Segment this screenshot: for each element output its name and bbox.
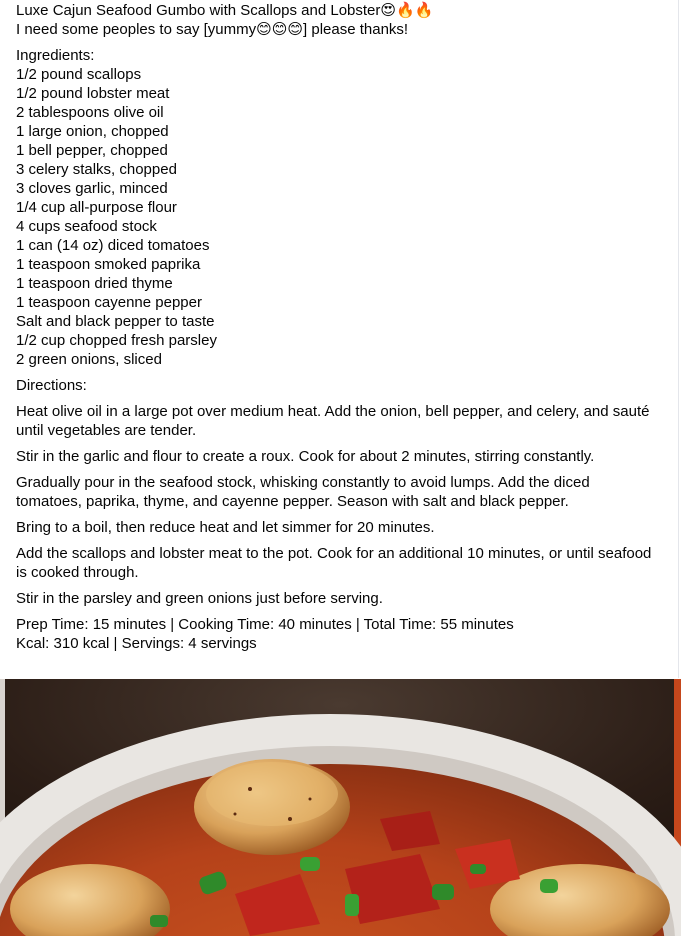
- gumbo-illustration: [0, 679, 681, 936]
- list-item: 1 teaspoon dried thyme: [16, 275, 173, 292]
- post-title: Luxe Cajun Seafood Gumbo with Scallops and Lobster😍🔥🔥: [16, 2, 434, 19]
- list-item: 1 large onion, chopped: [16, 123, 169, 140]
- directions-heading: Directions:: [16, 377, 87, 394]
- post-subtitle: I need some peoples to say [yummy😊😊😊] please thanks!: [16, 21, 409, 38]
- list-item: 1 teaspoon smoked paprika: [16, 256, 201, 273]
- direction-step: Heat olive oil in a large pot over medium heat. Add the onion, bell pepper, and celery, and sauté until vegetables are tender.: [16, 403, 650, 439]
- list-item: 1 can (14 oz) diced tomatoes: [16, 237, 210, 254]
- list-item: 2 green onions, sliced: [16, 351, 162, 368]
- green-onion: [150, 915, 168, 927]
- spice-speck: [248, 787, 252, 791]
- ingredients-heading: Ingredients:: [16, 47, 95, 64]
- list-item: 1 teaspoon cayenne pepper: [16, 294, 202, 311]
- times-line: Prep Time: 15 minutes | Cooking Time: 40 minutes | Total Time: 55 minutes: [16, 616, 514, 633]
- list-item: 1 bell pepper, chopped: [16, 142, 168, 159]
- post-text: [16, 1, 656, 653]
- list-item: 1/2 cup chopped fresh parsley: [16, 332, 217, 349]
- direction-step: Stir in the parsley and green onions just before serving.: [16, 590, 383, 607]
- list-item: 3 cloves garlic, minced: [16, 180, 168, 197]
- green-onion: [540, 879, 558, 893]
- direction-step: Stir in the garlic and flour to create a roux. Cook for about 2 minutes, stirring constantly.: [16, 448, 595, 465]
- green-onion: [300, 857, 320, 871]
- list-item: 1/2 pound lobster meat: [16, 85, 170, 102]
- list-item: 3 celery stalks, chopped: [16, 161, 177, 178]
- spice-speck: [234, 813, 237, 816]
- seafood-gumbo-photo[interactable]: [0, 679, 681, 936]
- list-item: 1/2 pound scallops: [16, 66, 142, 83]
- spice-speck: [288, 817, 292, 821]
- direction-step: Bring to a boil, then reduce heat and let simmer for 20 minutes.: [16, 519, 435, 536]
- green-onion: [470, 864, 486, 874]
- nutrition-line: Kcal: 310 kcal | Servings: 4 servings: [16, 635, 257, 652]
- spice-speck: [309, 798, 312, 801]
- list-item: 1/4 cup all-purpose flour: [16, 199, 177, 216]
- direction-step: Gradually pour in the seafood stock, whisking constantly to avoid lumps. Add the diced tomatoes, paprika, thyme, and cayenne pepper. Season with salt and black pepper.: [16, 474, 590, 510]
- green-onion: [345, 894, 359, 916]
- list-item: 2 tablespoons olive oil: [16, 104, 164, 121]
- green-onion: [432, 884, 454, 900]
- scallop-highlight: [206, 762, 338, 826]
- ingredients-list: [16, 65, 656, 369]
- list-item: Salt and black pepper to taste: [16, 313, 215, 330]
- list-item: 4 cups seafood stock: [16, 218, 157, 235]
- direction-step: Add the scallops and lobster meat to the pot. Cook for an additional 10 minutes, or until seafood is cooked through.: [16, 545, 652, 581]
